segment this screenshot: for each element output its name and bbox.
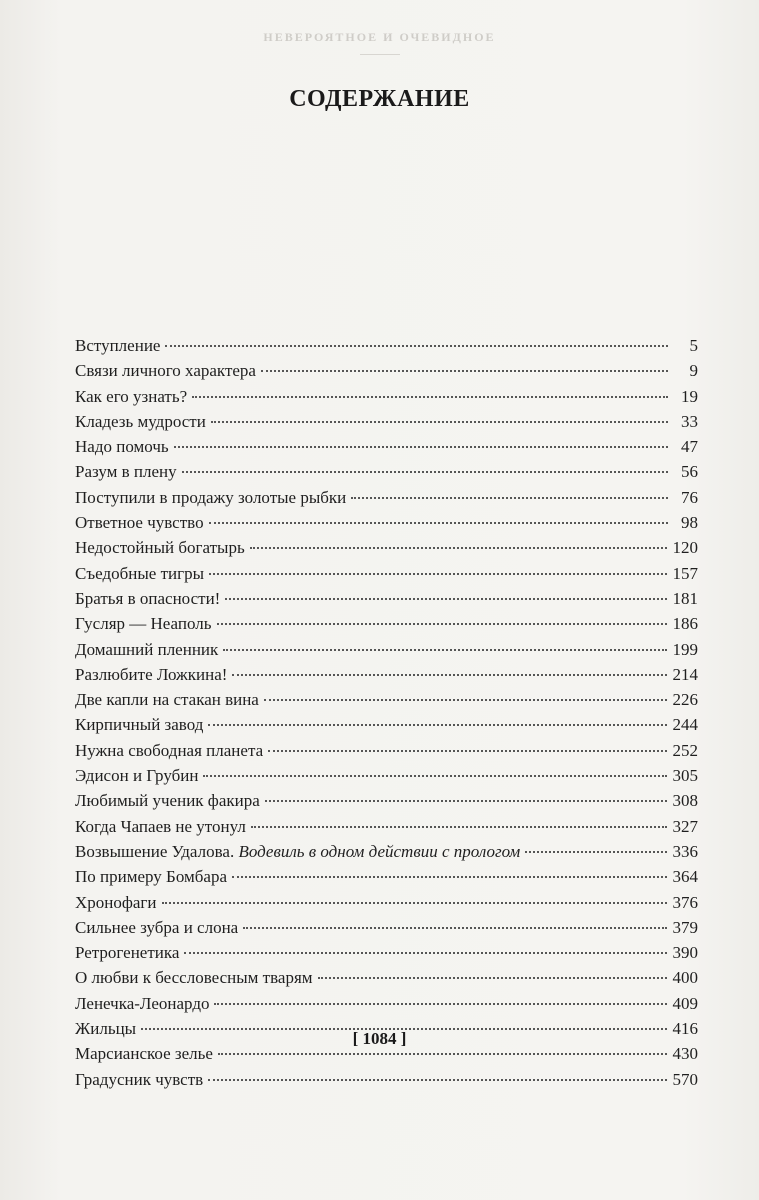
toc-entry-title [75, 662, 227, 687]
toc-entry-page: 226 [672, 690, 698, 710]
toc-entry-title-text: Нужна свободная планета [75, 740, 264, 760]
toc-entry [75, 637, 698, 662]
toc-entry-page: 430 [672, 1044, 698, 1064]
toc-entry [75, 712, 698, 737]
toc-entry-title [75, 510, 204, 535]
toc-entry [75, 839, 698, 864]
toc-entry-title-text: Поступили в продажу золотые рыбки [75, 487, 347, 507]
toc-entry-title-text: Кирпичный завод [75, 715, 204, 735]
toc-entry-page: 376 [672, 892, 698, 912]
toc-entry [75, 915, 698, 940]
toc-entry-title-text: По примеру Бомбара [75, 867, 227, 887]
toc-entry [75, 485, 698, 510]
dot-leader [318, 976, 667, 979]
toc-entry [75, 662, 698, 687]
toc-entry-title [75, 915, 238, 940]
toc-entry-title [75, 890, 157, 915]
dot-leader [218, 1052, 667, 1055]
toc-entry-title-text: Жильцы [75, 1019, 137, 1039]
toc-entry-title-text: Любимый ученик факира [75, 791, 260, 811]
toc-entry-page: 570 [672, 1069, 698, 1089]
toc-entry-title [75, 788, 260, 813]
toc-entry-page: 33 [681, 411, 698, 431]
toc-entry-page: 120 [672, 538, 698, 558]
toc-entry-page: 336 [672, 841, 698, 861]
dot-leader [184, 951, 666, 954]
dot-leader [211, 420, 668, 423]
toc-entry-title [75, 712, 203, 737]
toc-entry-title-text: Братья в опасности! [75, 588, 221, 608]
dot-leader [250, 546, 667, 549]
toc-entry-page: 56 [681, 462, 698, 482]
toc-entry-title-text: Надо помочь [75, 437, 169, 457]
toc-entry-page: 364 [672, 867, 698, 887]
dot-leader [232, 875, 667, 878]
dot-leader [261, 369, 668, 372]
toc-entry-title [75, 763, 198, 788]
dot-leader [268, 749, 666, 752]
toc-entry-page: 199 [672, 639, 698, 659]
toc-entry-title [75, 485, 346, 510]
dot-leader [251, 825, 667, 828]
toc-entry [75, 333, 698, 358]
toc-entry-title-text: Ответное чувство [75, 513, 204, 533]
dot-leader [182, 470, 668, 473]
toc-entry-page: 305 [672, 766, 698, 786]
toc-entry-title-text: О любви к бессловесным тварям [75, 968, 313, 988]
toc-entry-title-text: Кладезь мудрости [75, 411, 206, 431]
toc-entry-title [75, 965, 313, 990]
dot-leader [265, 799, 667, 802]
toc-entry-title [75, 940, 179, 965]
dot-leader [209, 572, 667, 575]
toc-entry-page: 9 [689, 361, 698, 381]
toc-entry-title [75, 611, 212, 636]
toc-entry [75, 535, 698, 560]
toc-entry-page: 409 [672, 993, 698, 1013]
toc-entry-title [75, 1067, 203, 1092]
toc-entry [75, 940, 698, 965]
toc-entry-title [75, 586, 220, 611]
dot-leader [162, 901, 667, 904]
toc-entry [75, 510, 698, 535]
header-divider [360, 54, 400, 55]
toc-entry-title-text: Разум в плену [75, 462, 177, 482]
toc-entry-title-text: Хронофаги [75, 892, 157, 912]
toc-entry [75, 409, 698, 434]
toc-entry-page: 76 [681, 487, 698, 507]
toc-entry-title-text: Домашний пленник [75, 639, 219, 659]
toc-entry-page: 327 [672, 816, 698, 836]
toc-entry [75, 814, 698, 839]
toc-entry [75, 738, 698, 763]
dot-leader [351, 496, 668, 499]
toc-entry-title [75, 637, 218, 662]
toc-entry-page: 98 [681, 513, 698, 533]
toc-entry [75, 991, 698, 1016]
toc-entry-page: 157 [672, 563, 698, 583]
toc-entry [75, 788, 698, 813]
toc-entry [75, 611, 698, 636]
toc-entry-title-text: Разлюбите Ложкина! [75, 664, 228, 684]
toc-entry [75, 1067, 698, 1092]
dot-leader [525, 850, 666, 853]
running-header: НЕВЕРОЯТНОЕ И ОЧЕВИДНОЕ [263, 30, 496, 44]
toc-entry-title-text: Гусляр — Неаполь [75, 614, 212, 634]
toc-entry-title-text: Связи личного характера [75, 361, 256, 381]
dot-leader [232, 673, 666, 676]
dot-leader [208, 723, 666, 726]
toc-entry [75, 965, 698, 990]
dot-leader [225, 597, 666, 600]
toc-entry-title [75, 434, 169, 459]
toc-entry-page: 400 [672, 968, 698, 988]
dot-leader [165, 344, 668, 347]
toc-entry-title-text: Когда Чапаев не утонул [75, 816, 246, 836]
toc-entry-title [75, 839, 520, 864]
toc-entry-page: 19 [681, 386, 698, 406]
toc-entry-page: 181 [672, 588, 698, 608]
toc-entry-page: 214 [672, 664, 698, 684]
page-number: [ 1084 ] [352, 1029, 407, 1048]
toc-entry-title [75, 687, 259, 712]
toc-entry [75, 864, 698, 889]
toc-entry-page: 47 [681, 437, 698, 457]
dot-leader [223, 648, 666, 651]
dot-leader [174, 445, 668, 448]
toc-entry-title [75, 561, 204, 586]
toc-entry-title-text: Марсианское зелье [75, 1044, 213, 1064]
toc-entry-title-text: Ленечка-Леонардо [75, 993, 210, 1013]
toc-entry-title-text: Как его узнать? [75, 386, 188, 406]
toc-entry-title [75, 333, 160, 358]
dot-leader [264, 698, 667, 701]
toc-entry [75, 763, 698, 788]
table-of-contents [75, 333, 698, 1092]
toc-entry-title-text: Две капли на стакан вина [75, 690, 259, 710]
toc-entry-title [75, 864, 227, 889]
toc-entry [75, 586, 698, 611]
toc-entry-title-text: Сильнее зубра и слона [75, 917, 239, 937]
toc-entry-title [75, 459, 177, 484]
toc-entry-page: 390 [672, 943, 698, 963]
toc-entry [75, 459, 698, 484]
toc-entry-title-text: Съедобные тигры [75, 563, 204, 583]
dot-leader [208, 1078, 666, 1081]
toc-entry-title [75, 738, 263, 763]
toc-entry-title-text: Возвышение Удалова. [75, 841, 235, 861]
toc-entry-title-text: Эдисон и Грубин [75, 766, 199, 786]
toc-entry-title-text: Градусник чувств [75, 1069, 204, 1089]
toc-entry [75, 890, 698, 915]
dot-leader [192, 395, 668, 398]
toc-entry-page: 5 [689, 336, 698, 355]
toc-entry-title [75, 535, 245, 560]
toc-entry-title [75, 384, 187, 409]
dot-leader [214, 1002, 666, 1005]
toc-entry [75, 358, 698, 383]
toc-entry-page: 416 [672, 1019, 698, 1039]
toc-entry [75, 434, 698, 459]
toc-entry-title [75, 409, 206, 434]
toc-entry-page: 308 [672, 791, 698, 811]
toc-entry [75, 384, 698, 409]
toc-entry [75, 561, 698, 586]
toc-entry-page: 244 [672, 715, 698, 735]
dot-leader [209, 521, 668, 524]
toc-entry-title-text: Недостойный богатырь [75, 538, 245, 558]
dot-leader [217, 622, 667, 625]
dot-leader [203, 774, 666, 777]
dot-leader [243, 926, 666, 929]
toc-entry-page: 186 [672, 614, 698, 634]
toc-entry-title [75, 358, 256, 383]
toc-entry-page: 379 [672, 917, 698, 937]
toc-entry-title-text: Вступление [75, 336, 161, 355]
toc-entry-subtitle: Водевиль в одном действии с прологом [238, 841, 521, 861]
page-title: СОДЕРЖАНИЕ [289, 86, 470, 112]
toc-entry-title [75, 814, 246, 839]
toc-entry-page: 252 [672, 740, 698, 760]
toc-entry-title-text: Ретрогенетика [75, 943, 180, 963]
toc-entry [75, 687, 698, 712]
toc-entry-title [75, 991, 209, 1016]
